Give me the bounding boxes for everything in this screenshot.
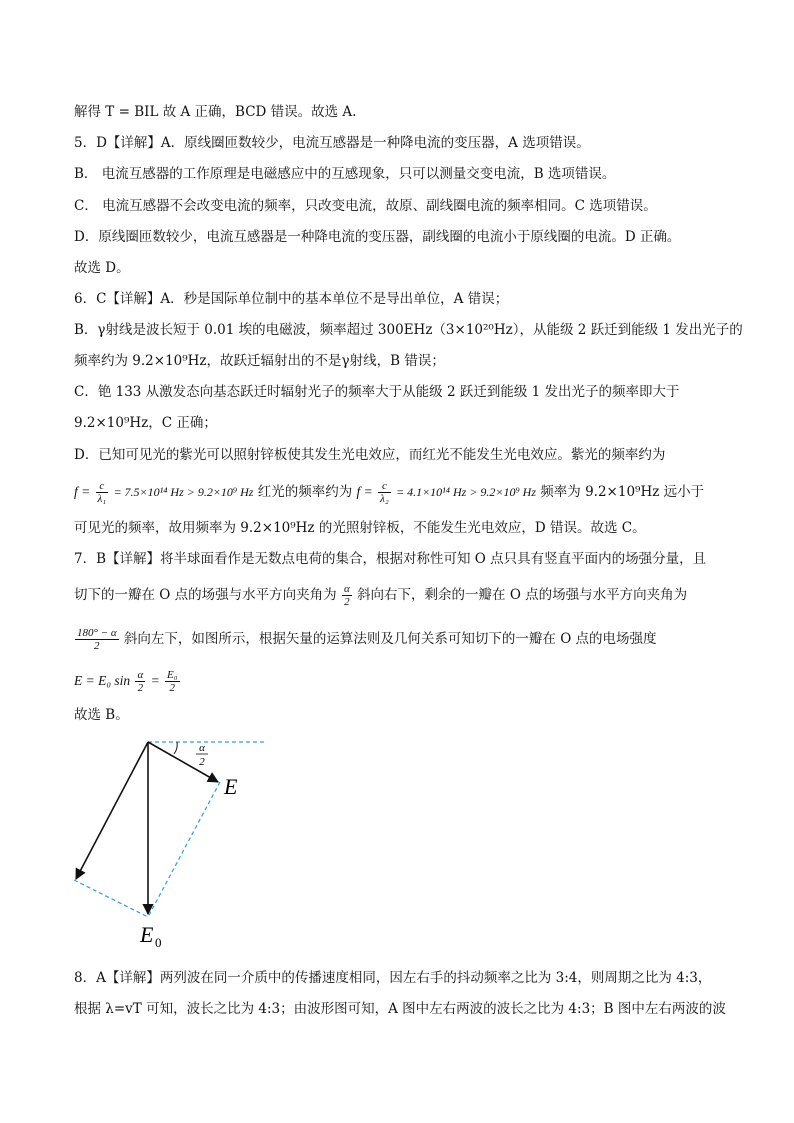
formula-line [74, 583, 687, 608]
dashed-construction-line [148, 782, 220, 917]
fraction-numerator: α [137, 669, 144, 681]
formula-line [74, 480, 704, 505]
text-line: 故选 B。 [74, 707, 129, 723]
fraction [135, 669, 145, 694]
fraction-denominator: 2 [137, 682, 144, 694]
text-line: B． 电流互感器的工作原理是电磁感应中的互感现象，只可以测量交变电流，B 选项错误。 [74, 166, 616, 182]
angle-label-denominator: 2 [199, 756, 205, 768]
fraction-denominator: 2 [169, 682, 175, 694]
fraction-denominator: λ₂ [380, 493, 389, 505]
fraction-numerator: α [343, 583, 350, 595]
angle-label-numerator: α [199, 742, 205, 754]
text-line: 8．A【详解】两列波在同一介质中的传播速度相同，因左右手的抖动频率之比为 3:4，则周期之比为 4:3， [74, 970, 712, 986]
fraction-denominator: 2 [94, 640, 100, 652]
equals-sign: = [150, 673, 160, 688]
text-line: C．铯 133 从激发态向基态跃迁时辐射光子的频率大于从能级 2 跃迁到能级 1 发出光子的频率即大于 [74, 384, 680, 400]
formula-lhs: E = E₀ sin [74, 673, 131, 688]
dashed-construction-line [74, 880, 148, 917]
fraction [342, 583, 352, 608]
vector-remaining-arrow [76, 742, 148, 879]
text-line: 根据 λ=vT 可知，波长之比为 4:3；由波形图可知，A 图中左右两波的波长之比为 4:3；B 图中左右两波的波 [74, 1001, 726, 1017]
text-line: C． 电流互感器不会改变电流的频率，只改变电流，故原、副线圈电流的频率相同。C 选项错误。 [74, 198, 657, 214]
text-fragment: 切下的一瓣在 O 点的场强与水平方向夹角为 [74, 587, 337, 603]
fraction-denominator: λ₁ [97, 493, 107, 505]
text-line: 解得 T = BIL 故 A 正确，BCD 错误。故选 A. [74, 104, 357, 120]
vector-diagram [64, 730, 274, 950]
fraction-numerator: c [96, 480, 109, 493]
formula-lhs: f = [356, 484, 373, 499]
text-fragment: 斜向右下，剩余的一瓣在 O 点的场强与水平方向夹角为 [357, 587, 688, 603]
vector-E-arrow [148, 742, 218, 782]
text-line: B．γ射线是波长短于 0.01 埃的电磁波，频率超过 300EHz（3×10²⁰Hz），从能级 2 跃迁到能级 1 发出光子的 [74, 322, 743, 338]
formula-lhs: f = [74, 484, 91, 499]
formula-line [74, 627, 657, 652]
fraction-numerator: 180° − α [77, 627, 117, 639]
fraction [378, 480, 391, 505]
text-line: 可见光的频率，故用频率为 9.2×10⁹Hz 的光照射锌板，不能发生光电效应，D 错误。故选 C。 [74, 520, 646, 536]
text-fragment: 红光的频率约为 [257, 484, 353, 500]
vector-E-label: E [224, 774, 238, 799]
text-line: 故选 D。 [74, 260, 130, 276]
fraction [165, 669, 180, 694]
formula-line [74, 669, 181, 694]
text-line: D．原线圈匝数较少，电流互感器是一种降电流的变压器，副线圈的电流小于原线圈的电流。D 正确。 [74, 229, 681, 245]
text-line: D．已知可见光的紫光可以照射锌板使其发生光电效应，而红光不能发生光电效应。紫光的频率约为 [74, 447, 666, 463]
formula-rhs: = 4.1×10¹⁴ Hz > 9.2×10⁹ Hz [395, 485, 536, 499]
vector-E0-label: E [140, 922, 154, 947]
fraction-denominator: 2 [344, 596, 350, 608]
text-line: 5．D【详解】A．原线圈匝数较少，电流互感器是一种降电流的变压器，A 选项错误。 [74, 135, 590, 151]
text-line: 6．C【详解】A．秒是国际单位制中的基本单位不是导出单位，A 错误； [74, 291, 509, 307]
text-fragment: 频率为 9.2×10⁹Hz 远小于 [540, 484, 705, 500]
fraction [75, 627, 119, 652]
formula-rhs: = 7.5×10¹⁴ Hz > 9.2×10⁹ Hz [113, 485, 254, 499]
text-line: 9.2×10⁹Hz，C 正确； [74, 415, 217, 431]
fraction-numerator: E₀ [166, 669, 178, 681]
fraction-numerator: c [378, 480, 391, 493]
text-line: 频率约为 9.2×10⁹Hz，故跃迁辐射出的不是γ射线，B 错误； [74, 353, 445, 369]
text-fragment: 斜向左下，如图所示，根据矢量的运算法则及几何关系可知切下的一瓣在 O 点的电场强度 [123, 631, 657, 647]
vector-E0-subscript: 0 [155, 935, 162, 950]
text-line: 7．B【详解】将半球面看作是无数点电荷的集合，根据对称性可知 O 点只具有竖直平面内的场强分量，且 [74, 551, 707, 567]
fraction [96, 480, 109, 505]
angle-arc [174, 742, 177, 754]
